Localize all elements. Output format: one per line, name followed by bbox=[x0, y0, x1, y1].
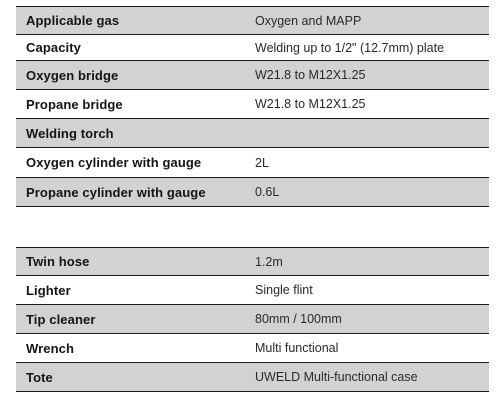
table-row bbox=[16, 305, 489, 334]
spec-value: Oxygen and MAPP bbox=[243, 7, 489, 35]
table-row bbox=[16, 35, 489, 61]
spec-value: Single flint bbox=[243, 276, 489, 305]
spec-label: Propane bridge bbox=[16, 90, 243, 119]
spec-label: Oxygen cylinder with gauge bbox=[16, 148, 243, 178]
spec-label: Propane cylinder with gauge bbox=[16, 178, 243, 207]
spec-label: Twin hose bbox=[16, 248, 243, 276]
table-row bbox=[16, 334, 489, 363]
spec-value: Multi functional bbox=[243, 334, 489, 363]
spec-value: UWELD Multi-functional case bbox=[243, 363, 489, 392]
spec-label: Oxygen bridge bbox=[16, 61, 243, 90]
spec-value: 1.2m bbox=[243, 248, 489, 276]
table-row bbox=[16, 61, 489, 90]
spec-value: W21.8 to M12X1.25 bbox=[243, 61, 489, 90]
table-row bbox=[16, 119, 489, 148]
spec-label: Applicable gas bbox=[16, 7, 243, 35]
table-row bbox=[16, 7, 489, 35]
table-row bbox=[16, 363, 489, 392]
spec-value: W21.8 to M12X1.25 bbox=[243, 90, 489, 119]
spec-label: Welding torch bbox=[16, 119, 243, 148]
table-row bbox=[16, 90, 489, 119]
accessories-table bbox=[16, 247, 489, 392]
table-row bbox=[16, 148, 489, 178]
spec-value: 2L bbox=[243, 148, 489, 178]
table-row bbox=[16, 248, 489, 276]
spec-value: 80mm / 100mm bbox=[243, 305, 489, 334]
spec-label: Tip cleaner bbox=[16, 305, 243, 334]
spec-value bbox=[243, 119, 489, 148]
table-row bbox=[16, 178, 489, 207]
spec-value: Welding up to 1/2" (12.7mm) plate bbox=[243, 35, 489, 61]
spec-label: Lighter bbox=[16, 276, 243, 305]
specifications-table bbox=[16, 6, 489, 207]
spec-label: Capacity bbox=[16, 35, 243, 61]
spec-label: Tote bbox=[16, 363, 243, 392]
table-row bbox=[16, 276, 489, 305]
spec-value: 0.6L bbox=[243, 178, 489, 207]
spec-label: Wrench bbox=[16, 334, 243, 363]
